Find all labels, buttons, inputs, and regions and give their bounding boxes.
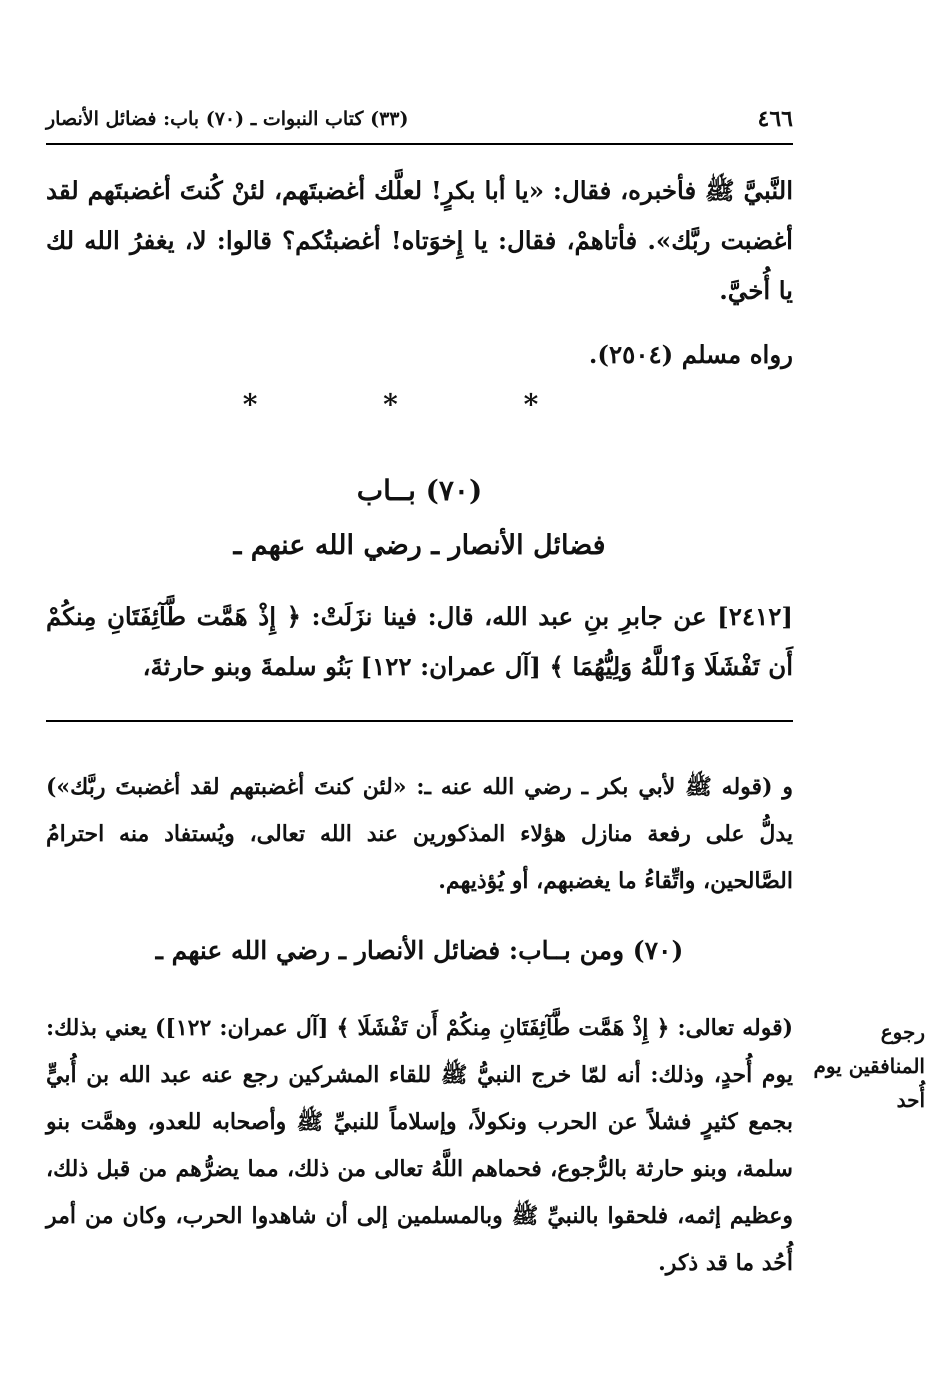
header-rule xyxy=(46,143,793,145)
section-separator: * * * xyxy=(242,388,597,421)
page-header xyxy=(46,100,793,138)
source-note: رواه مسلم (٢٥٠٤). xyxy=(588,340,793,369)
running-title: (٣٣) كتاب النبوات ـ (٧٠) باب: فضائل الأنصار xyxy=(46,108,409,130)
chapter-number-title: (٧٠) بــاب xyxy=(356,474,483,507)
commentary-paragraph-2: (قوله تعالى: ﴿ إِذْ هَمَّت طَّآئِفَتَانِ مِنكُمْ أَن تَفْشَلَا ﴾ [آل عمران: ١٢٢]) يعني بذلك: يوم أُحدٍ، وذلك: أنه لمّا خرج النبيُّ ﷺ للقاء المشركين رجع عنه عبد الله بن أُبيٍّ بجمع كثيرٍ فشلاً عن الحرب ونكولاً، وإسلاماً للنبيِّ ﷺ وأصحابه للعدو، وهمَّت بنو سلمة، وبنو حارثة بالرُّجوع، فحماهم اللَّهُ تعالى من ذلك، مما يضرُّهم من قبل ذلك، وعظيم إثمه، فلحقوا بالنبيِّ ﷺ وبالمسلمين إلى أن شاهدوا الحرب، وكان من أمر أُحُد ما قد ذكر. xyxy=(46,1015,793,1276)
commentary-section-heading: (٧٠) ومن بــاب: فضائل الأنصار ـ رضي الله عنهم ـ xyxy=(155,936,684,965)
footnote-divider xyxy=(46,720,793,722)
commentary-paragraph-1: و (قوله ﷺ لأبي بكر ـ رضي الله عنه ـ: «لئن كنتَ أغضبتهم لقد أغضبتَ ربَّك») يدلُّ على رفعة منازل هؤلاء المذكورين عند الله تعالى، ويُستفاد منه احترامُ الصَّالحين، واتِّقاءُ ما يغضبهم، أو يُؤذيهم. xyxy=(46,774,793,894)
hadith-text: [٢٤١٢] عن جابرِ بنِ عبد الله، قال: فينا نزَلَتْ: ﴿ إِذْ هَمَّت طَّآئِفَتَانِ مِنكُمْ أَن تَفْشَلَا وَٱللَّهُ وَلِيُّهُمَا ﴾ [آل عمران: ١٢٢] بَنُو سلمةَ وبنو حارثةَ، xyxy=(46,602,793,681)
chapter-subtitle: فضائل الأنصار ـ رضي الله عنهم ـ xyxy=(233,530,606,561)
margin-note: رجوع المنافقين يوم أُحد xyxy=(813,1020,925,1112)
hadith-continuation: النَّبيَّ ﷺ فأخبره، فقال: «يا أبا بكرٍ! لعلَّك أغضبتَهم، لئنْ كُنتَ أغضبتَهم لقد أغضبت ربَّك». فأتاهمْ، فقال: يا إِخوَتاه! أغضبتُكم؟ قالوا: لا، يغفرُ الله لك يا أُخيَّ. xyxy=(46,176,793,305)
page-number: ٤٦٦ xyxy=(757,106,793,132)
